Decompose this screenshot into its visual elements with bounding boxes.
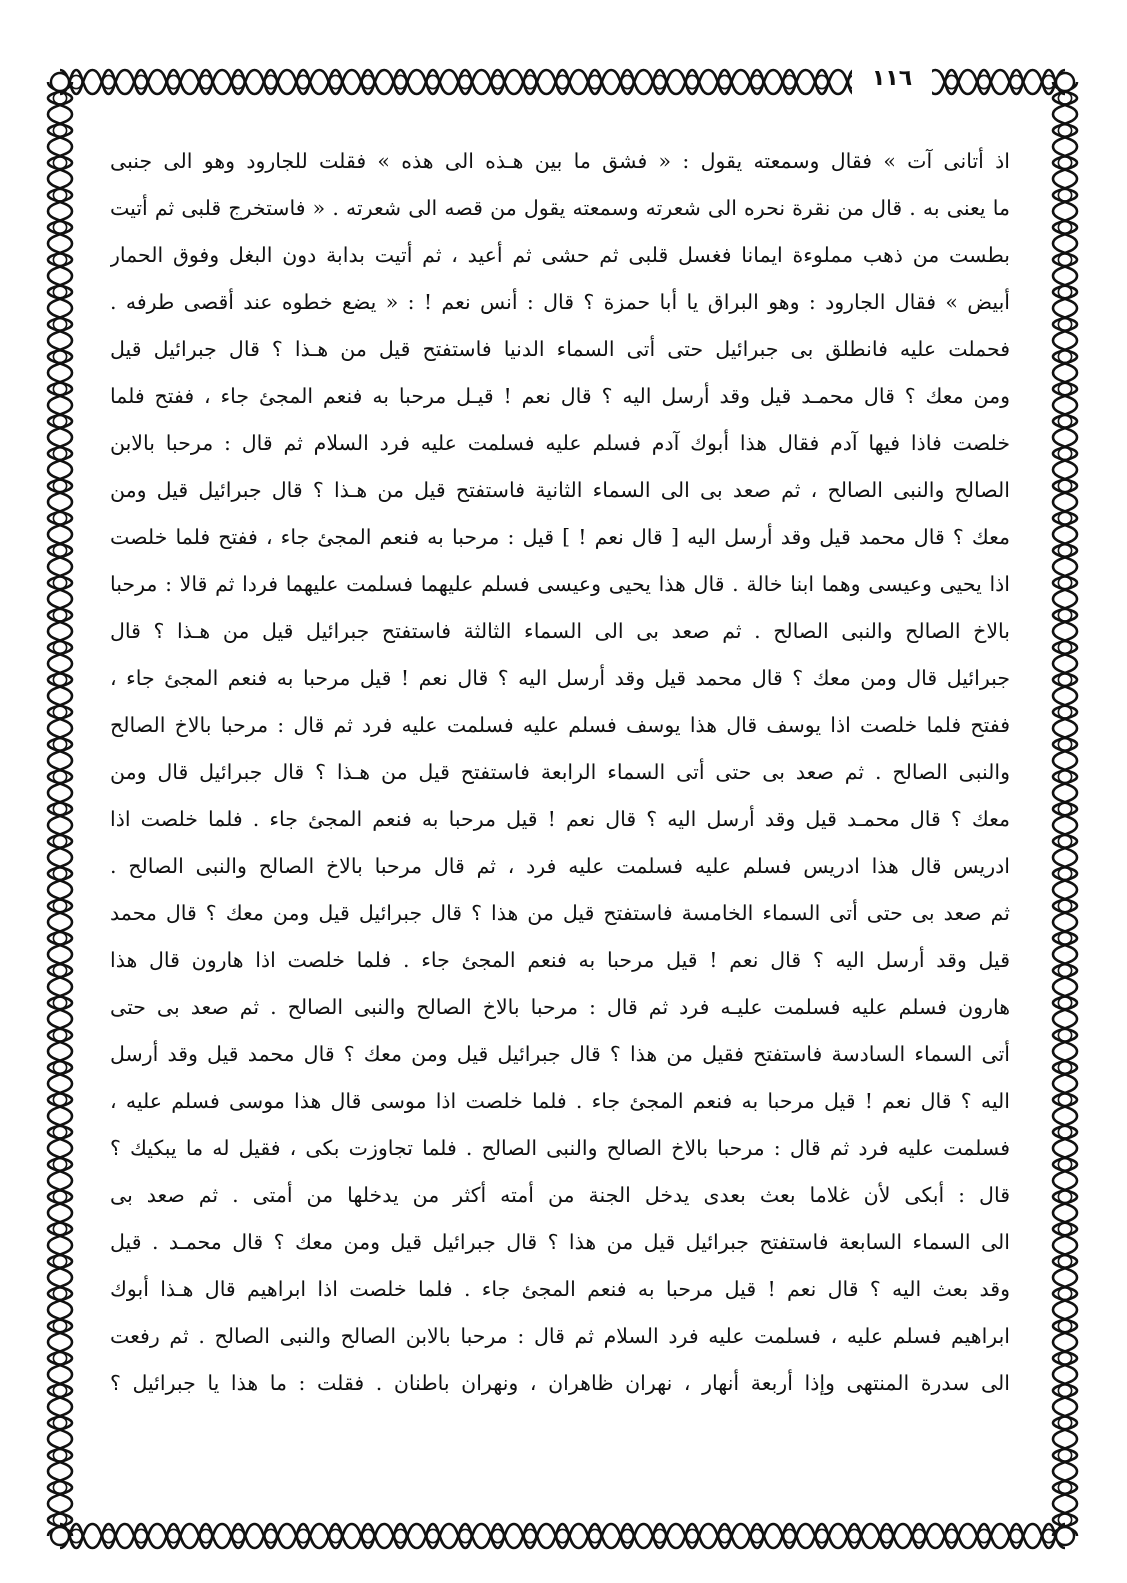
- text-line: بطست من ذهب مملوءة ايمانا فغسل قلبى ثم حشى ثم أعيد ، ثم أتيت بدابة دون البغل وفوق الحمار: [110, 243, 1010, 267]
- text-line: الصالح والنبى الصالح ، ثم صعد بى الى السماء الثانية فاستفتح قيل من هـذا ؟ قال جبرائيل قيل ومن: [110, 478, 1010, 502]
- text-line: الى السماء السابعة فاستفتح جبرائيل قيل من هذا ؟ قال جبرائيل قيل ومن معك ؟ قال محمـد . قيل: [110, 1230, 1010, 1254]
- text-line: خلصت فاذا فيها آدم فقال هذا أبوك آدم فسلم عليه فسلمت عليه فرد السلام ثم قال : مرحبا بالابن: [110, 431, 1010, 455]
- text-line: ثم صعد بى حتى أتى السماء الخامسة فاستفتح قيل من هذا ؟ قال جبرائيل قيل ومن معك ؟ قال محمد: [110, 901, 1010, 925]
- text-line: أتى السماء السادسة فاستفتح فقيل من هذا ؟ قال جبرائيل قيل ومن معك ؟ قال محمد قيل وقد أرسل: [110, 1042, 1010, 1066]
- text-line: وقد بعث اليه ؟ قال نعم ! قيل مرحبا به فنعم المجئ جاء . فلما خلصت اذا ابراهيم قال هـذا أبوك: [110, 1277, 1010, 1301]
- text-line: معك ؟ قال محمد قيل وقد أرسل اليه [ قال نعم ! ] قيل : مرحبا به فنعم المجئ جاء ، ففتح فلما خلصت: [110, 525, 1010, 549]
- text-line: ادريس قال هذا ادريس فسلم عليه فسلمت عليه فرد ، ثم قال مرحبا بالاخ الصالح والنبى الصالح .: [110, 854, 1010, 878]
- text-line: اذ أتانى آت » فقال وسمعته يقول : « فشق ما بين هـذه الى هذه » فقلت للجارود وهو الى جنبى: [110, 149, 1010, 173]
- text-line: ما يعنى به . قال من نقرة نحره الى شعرته وسمعته يقول من قصه الى شعرته . « فاستخرج قلبى ثم أتيت: [110, 196, 1010, 220]
- text-line: اليه ؟ قال نعم ! قيل مرحبا به فنعم المجئ جاء . فلما خلصت اذا موسى قال هذا موسى فسلم عليه ،: [110, 1089, 1010, 1113]
- text-line: معك ؟ قال محمـد قيل وقد أرسل اليه ؟ قال نعم ! قيل مرحبا به فنعم المجئ جاء . فلما خلصت اذا: [110, 807, 1010, 831]
- text-line: ففتح فلما خلصت اذا يوسف قال هذا يوسف فسلم عليه فسلمت عليه فرد ثم قال : مرحبا بالاخ الصالح: [110, 713, 1010, 737]
- text-line: ابراهيم فسلم عليه ، فسلمت عليه فرد السلام ثم قال : مرحبا بالابن الصالح والنبى الصالح . ثم رفعت: [110, 1324, 1010, 1348]
- text-line: ومن معك ؟ قال محمـد قيل وقد أرسل اليه ؟ قال نعم ! قيـل مرحبا به فنعم المجئ جاء ، ففتح فلما: [110, 384, 1010, 408]
- text-line: فسلمت عليه فرد ثم قال : مرحبا بالاخ الصالح والنبى الصالح . فلما تجاوزت بكى ، فقيل له ما يبكيك ؟: [110, 1136, 1010, 1160]
- text-line: هارون فسلم عليه فسلمت عليـه فرد ثم قال : مرحبا بالاخ الصالح والنبى الصالح . ثم صعد بى حتى: [110, 995, 1010, 1019]
- text-line: اذا يحيى وعيسى وهما ابنا خالة . قال هذا يحيى وعيسى فسلم عليهما فسلمت عليهما فردا ثم قالا : مرحبا: [110, 572, 1010, 596]
- text-line: بالاخ الصالح والنبى الصالح . ثم صعد بى الى السماء الثالثة فاستفتح جبرائيل قيل من هـذا ؟ قال: [110, 619, 1010, 643]
- page-number: ١١٦: [852, 62, 932, 96]
- text-line: الى سدرة المنتهى وإذا أربعة أنهار ، نهران ظاهران ، ونهران باطنان . فقلت : ما هذا يا جبرائيل ؟: [110, 1371, 1010, 1395]
- text-line: فحملت عليه فانطلق بى جبرائيل حتى أتى السماء الدنيا فاستفتح قيل من هـذا ؟ قال جبرائيل قيل: [110, 337, 1010, 361]
- text-line: قيل وقد أرسل اليه ؟ قال نعم ! قيل مرحبا به فنعم المجئ جاء . فلما خلصت اذا هارون قال هذا: [110, 948, 1010, 972]
- text-line: والنبى الصالح . ثم صعد بى حتى أتى السماء الرابعة فاستفتح قيل من هـذا ؟ قال جبرائيل قال ومن: [110, 760, 1010, 784]
- text-line: جبرائيل قال ومن معك ؟ قال محمد قيل وقد أرسل اليه ؟ قال نعم ! قيل مرحبا به فنعم المجئ جاء ،: [110, 666, 1010, 690]
- text-line: قال : أبكى لأن غلاما بعث بعدى يدخل الجنة من أمته أكثر من يدخلها من أمتى . ثم صعد بى: [110, 1183, 1010, 1207]
- text-line: أبيض » فقال الجارود : وهو البراق يا أبا حمزة ؟ قال : أنس نعم ! : « يضع خطوه عند أقصى طرفه .: [110, 290, 1010, 314]
- body-text: [110, 138, 1010, 1518]
